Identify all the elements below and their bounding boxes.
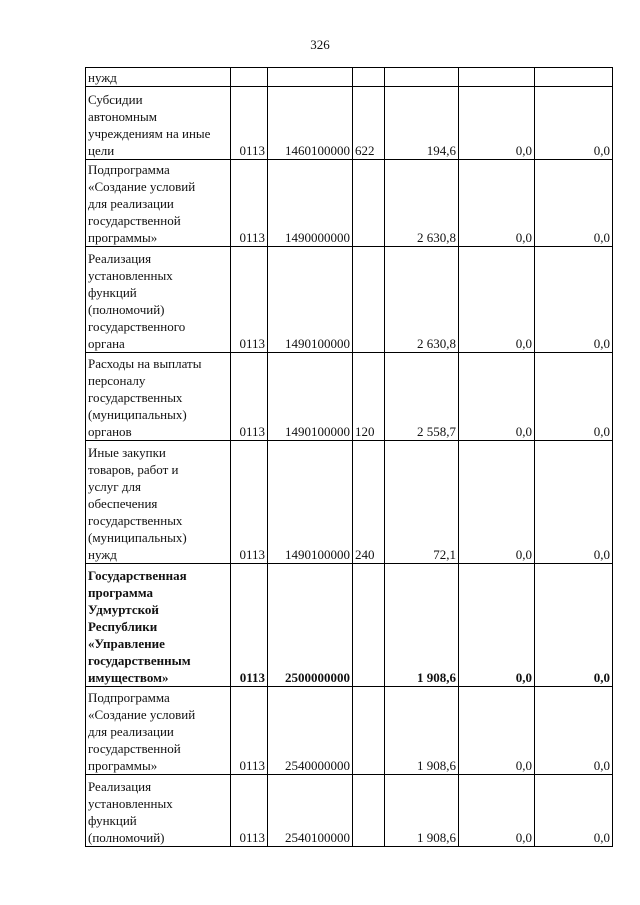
article-code-cell: 1490100000 (268, 353, 353, 441)
section-code-cell: 0113 (231, 775, 268, 847)
amount-year2-cell: 0,0 (459, 687, 535, 775)
amount-year1-cell: 2 630,8 (385, 160, 459, 247)
section-code-cell: 0113 (231, 353, 268, 441)
table-row (86, 687, 613, 775)
amount-year1-cell: 72,1 (385, 441, 459, 564)
amount-year3-cell: 0,0 (535, 247, 613, 353)
section-code-cell: 0113 (231, 687, 268, 775)
table-row (86, 160, 613, 247)
expense-kind-cell: 120 (353, 353, 385, 441)
amount-year3-cell (535, 68, 613, 87)
amount-year1-cell: 1 908,6 (385, 775, 459, 847)
row-name-cell: Субсидии автономным учреждениям на иные цели (86, 87, 231, 160)
row-name-cell: Государственная программа Удмуртской Республики «Управление государственным имуществом» (86, 564, 231, 687)
expense-kind-cell: 240 (353, 441, 385, 564)
amount-year2-cell: 0,0 (459, 160, 535, 247)
row-name-cell: Реализация установленных функций (полномочий) государственного органа (86, 247, 231, 353)
amount-year3-cell: 0,0 (535, 564, 613, 687)
table-row (86, 564, 613, 687)
expense-kind-cell (353, 68, 385, 87)
amount-year1-cell (385, 68, 459, 87)
article-code-cell: 1490100000 (268, 247, 353, 353)
expense-kind-cell (353, 564, 385, 687)
section-code-cell: 0113 (231, 247, 268, 353)
article-code-cell: 1490000000 (268, 160, 353, 247)
expense-kind-cell (353, 247, 385, 353)
table-row (86, 441, 613, 564)
article-code-cell (268, 68, 353, 87)
expense-kind-cell (353, 775, 385, 847)
amount-year2-cell: 0,0 (459, 564, 535, 687)
article-code-cell: 2540000000 (268, 687, 353, 775)
expense-kind-cell: 622 (353, 87, 385, 160)
amount-year1-cell: 194,6 (385, 87, 459, 160)
section-code-cell: 0113 (231, 87, 268, 160)
row-name-cell: Подпрограмма «Создание условий для реализации государственной программы» (86, 687, 231, 775)
table-row (86, 353, 613, 441)
amount-year2-cell (459, 68, 535, 87)
table-row (86, 247, 613, 353)
expense-kind-cell (353, 687, 385, 775)
table-row (86, 775, 613, 847)
amount-year3-cell: 0,0 (535, 775, 613, 847)
amount-year3-cell: 0,0 (535, 687, 613, 775)
amount-year1-cell: 2 558,7 (385, 353, 459, 441)
row-name-cell: Реализация установленных функций (полномочий) (86, 775, 231, 847)
amount-year1-cell: 1 908,6 (385, 687, 459, 775)
amount-year3-cell: 0,0 (535, 87, 613, 160)
amount-year2-cell: 0,0 (459, 247, 535, 353)
amount-year2-cell: 0,0 (459, 353, 535, 441)
expense-kind-cell (353, 160, 385, 247)
table-row (86, 68, 613, 87)
budget-table (85, 67, 613, 847)
section-code-cell (231, 68, 268, 87)
row-name-cell: Иные закупки товаров, работ и услуг для обеспечения государственных (муниципальных) нужд (86, 441, 231, 564)
article-code-cell: 2500000000 (268, 564, 353, 687)
amount-year2-cell: 0,0 (459, 87, 535, 160)
amount-year3-cell: 0,0 (535, 441, 613, 564)
article-code-cell: 1460100000 (268, 87, 353, 160)
amount-year1-cell: 1 908,6 (385, 564, 459, 687)
amount-year2-cell: 0,0 (459, 775, 535, 847)
amount-year2-cell: 0,0 (459, 441, 535, 564)
budget-table-body (86, 68, 613, 847)
row-name-cell: Подпрограмма «Создание условий для реализации государственной программы» (86, 160, 231, 247)
amount-year3-cell: 0,0 (535, 353, 613, 441)
article-code-cell: 2540100000 (268, 775, 353, 847)
section-code-cell: 0113 (231, 441, 268, 564)
row-name-cell: Расходы на выплаты персоналу государственных (муниципальных) органов (86, 353, 231, 441)
section-code-cell: 0113 (231, 160, 268, 247)
row-name-cell: нужд (86, 68, 231, 87)
amount-year1-cell: 2 630,8 (385, 247, 459, 353)
table-row (86, 87, 613, 160)
article-code-cell: 1490100000 (268, 441, 353, 564)
amount-year3-cell: 0,0 (535, 160, 613, 247)
section-code-cell: 0113 (231, 564, 268, 687)
page-number: 326 (310, 37, 330, 52)
